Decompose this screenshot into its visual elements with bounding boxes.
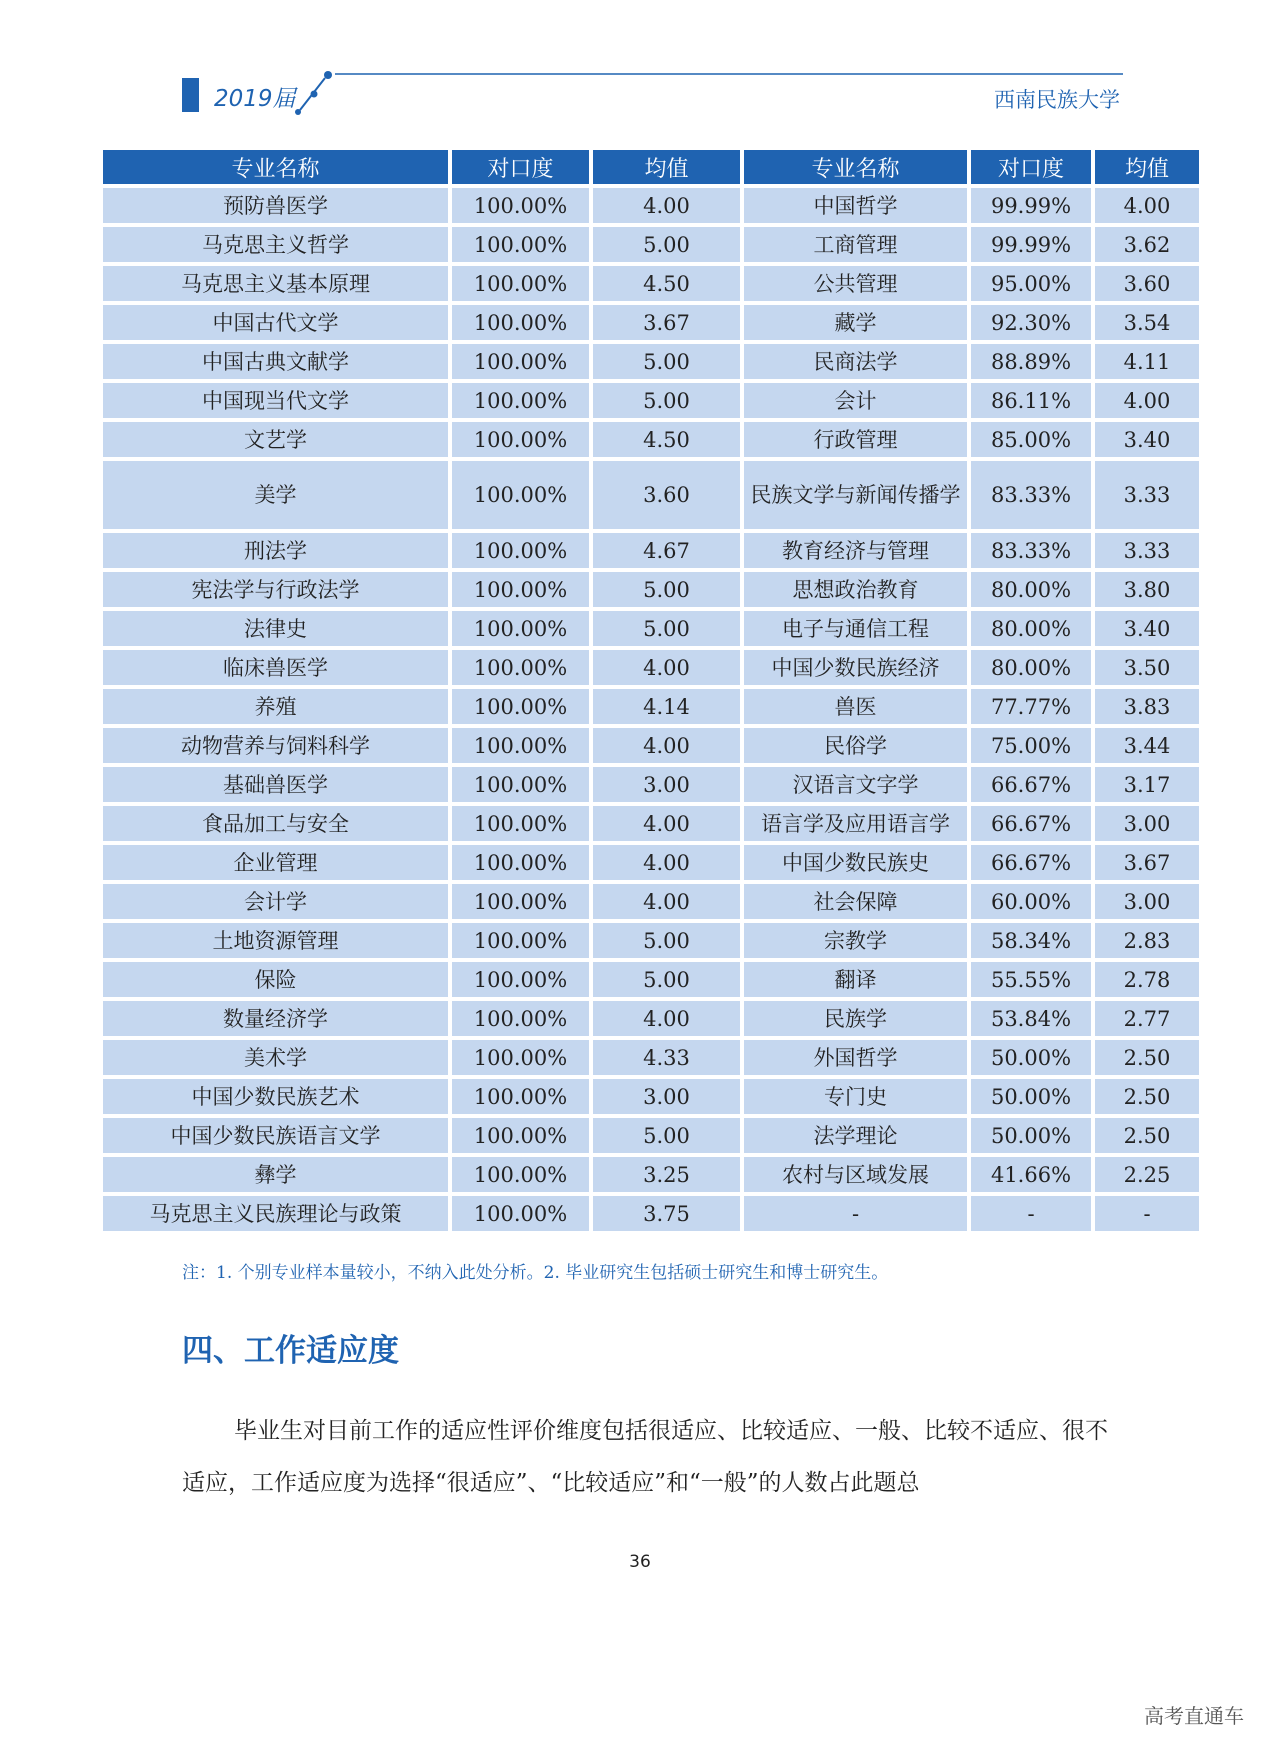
cell-match-left: 100.00% xyxy=(452,845,589,880)
table-row xyxy=(103,1079,1199,1114)
cell-mean-left: 4.50 xyxy=(593,266,740,301)
cell-major-left: 数量经济学 xyxy=(103,1001,448,1036)
cell-major-left: 马克思主义民族理论与政策 xyxy=(103,1196,448,1231)
cell-mean-right: 3.50 xyxy=(1095,650,1199,685)
cell-match-right: 50.00% xyxy=(971,1040,1091,1075)
cell-match-right: 88.89% xyxy=(971,344,1091,379)
cell-match-right: 86.11% xyxy=(971,383,1091,418)
cell-match-right: 80.00% xyxy=(971,650,1091,685)
cell-match-left: 100.00% xyxy=(452,1040,589,1075)
cell-major-left: 土地资源管理 xyxy=(103,923,448,958)
cell-mean-right: 3.80 xyxy=(1095,572,1199,607)
cell-mean-left: 5.00 xyxy=(593,572,740,607)
cell-major-right: 宗教学 xyxy=(744,923,967,958)
cell-match-right: - xyxy=(971,1196,1091,1231)
cell-mean-right: 3.83 xyxy=(1095,689,1199,724)
cell-match-right: 50.00% xyxy=(971,1079,1091,1114)
table-row xyxy=(103,611,1199,646)
cell-major-left: 彝学 xyxy=(103,1157,448,1192)
cell-mean-right: 2.50 xyxy=(1095,1040,1199,1075)
cell-major-right: 电子与通信工程 xyxy=(744,611,967,646)
cell-major-right: 专门史 xyxy=(744,1079,967,1114)
cell-match-left: 100.00% xyxy=(452,728,589,763)
cell-major-left: 宪法学与行政法学 xyxy=(103,572,448,607)
table-row xyxy=(103,188,1199,223)
cell-major-right: 行政管理 xyxy=(744,422,967,457)
cell-major-right: 法学理论 xyxy=(744,1118,967,1153)
cell-major-left: 刑法学 xyxy=(103,533,448,568)
page-number: 36 xyxy=(629,1552,651,1572)
table-row xyxy=(103,266,1199,301)
cell-mean-left: 4.00 xyxy=(593,1001,740,1036)
cell-match-left: 100.00% xyxy=(452,806,589,841)
cell-mean-left: 5.00 xyxy=(593,1118,740,1153)
cell-mean-right: 2.83 xyxy=(1095,923,1199,958)
cell-major-right: 外国哲学 xyxy=(744,1040,967,1075)
table-row xyxy=(103,533,1199,568)
cell-match-left: 100.00% xyxy=(452,923,589,958)
cell-match-left: 100.00% xyxy=(452,689,589,724)
cell-match-left: 100.00% xyxy=(452,572,589,607)
cell-major-right: 藏学 xyxy=(744,305,967,340)
cell-mean-right: 3.00 xyxy=(1095,884,1199,919)
cell-major-right: 语言学及应用语言学 xyxy=(744,806,967,841)
cell-match-right: 99.99% xyxy=(971,188,1091,223)
cell-match-left: 100.00% xyxy=(452,305,589,340)
cell-major-right: 汉语言文字学 xyxy=(744,767,967,802)
cell-mean-left: 4.67 xyxy=(593,533,740,568)
table-row xyxy=(103,461,1199,529)
table-row xyxy=(103,422,1199,457)
cell-match-right: 53.84% xyxy=(971,1001,1091,1036)
cell-match-right: 66.67% xyxy=(971,806,1091,841)
cell-match-right: 80.00% xyxy=(971,611,1091,646)
table-row xyxy=(103,962,1199,997)
cell-mean-right: 3.44 xyxy=(1095,728,1199,763)
table-row xyxy=(103,689,1199,724)
cell-match-left: 100.00% xyxy=(452,266,589,301)
cell-mean-right: 3.00 xyxy=(1095,806,1199,841)
cell-match-right: 66.67% xyxy=(971,845,1091,880)
cell-major-right: 民族学 xyxy=(744,1001,967,1036)
section-title: 四、工作适应度 xyxy=(182,1333,399,1369)
header-accent-bar xyxy=(182,78,199,112)
table-row xyxy=(103,572,1199,607)
cell-mean-left: 5.00 xyxy=(593,962,740,997)
cell-major-right: 中国哲学 xyxy=(744,188,967,223)
cell-mean-left: 3.60 xyxy=(593,461,740,529)
cell-match-left: 100.00% xyxy=(452,1079,589,1114)
cell-major-right: - xyxy=(744,1196,967,1231)
cell-match-left: 100.00% xyxy=(452,1001,589,1036)
cell-match-right: 83.33% xyxy=(971,533,1091,568)
table-row xyxy=(103,305,1199,340)
cell-mean-right: 3.40 xyxy=(1095,611,1199,646)
cell-major-left: 中国古典文献学 xyxy=(103,344,448,379)
col-header-match-left: 对口度 xyxy=(452,150,589,184)
cell-mean-left: 4.00 xyxy=(593,884,740,919)
cell-mean-left: 4.00 xyxy=(593,806,740,841)
cell-match-left: 100.00% xyxy=(452,422,589,457)
cell-match-left: 100.00% xyxy=(452,611,589,646)
cell-match-right: 50.00% xyxy=(971,1118,1091,1153)
cell-mean-left: 5.00 xyxy=(593,383,740,418)
cell-mean-left: 3.75 xyxy=(593,1196,740,1231)
cell-match-left: 100.00% xyxy=(452,767,589,802)
cell-mean-right: 4.11 xyxy=(1095,344,1199,379)
cell-mean-left: 3.00 xyxy=(593,767,740,802)
cell-mean-right: 3.33 xyxy=(1095,533,1199,568)
cell-match-right: 92.30% xyxy=(971,305,1091,340)
table-row xyxy=(103,344,1199,379)
cell-mean-right: 2.77 xyxy=(1095,1001,1199,1036)
cell-major-right: 中国少数民族史 xyxy=(744,845,967,880)
cell-mean-left: 5.00 xyxy=(593,227,740,262)
cell-mean-right: 3.17 xyxy=(1095,767,1199,802)
cell-mean-left: 3.00 xyxy=(593,1079,740,1114)
cell-mean-right: 3.62 xyxy=(1095,227,1199,262)
cell-major-left: 马克思主义基本原理 xyxy=(103,266,448,301)
col-header-major-left: 专业名称 xyxy=(103,150,448,184)
cell-major-left: 基础兽医学 xyxy=(103,767,448,802)
cell-major-left: 马克思主义哲学 xyxy=(103,227,448,262)
cell-major-right: 中国少数民族经济 xyxy=(744,650,967,685)
cell-major-left: 企业管理 xyxy=(103,845,448,880)
cell-match-right: 99.99% xyxy=(971,227,1091,262)
cell-mean-left: 4.00 xyxy=(593,728,740,763)
cell-major-left: 预防兽医学 xyxy=(103,188,448,223)
cell-mean-right: 3.33 xyxy=(1095,461,1199,529)
cell-major-right: 民族文学与新闻传播学 xyxy=(744,461,967,529)
table-footnote: 注：1. 个别专业样本量较小，不纳入此处分析。2. 毕业研究生包括硕士研究生和博士研究生。 xyxy=(182,1263,889,1283)
cell-major-right: 翻译 xyxy=(744,962,967,997)
table-row xyxy=(103,1118,1199,1153)
cell-major-left: 美学 xyxy=(103,461,448,529)
cell-mean-left: 4.33 xyxy=(593,1040,740,1075)
table-header-row xyxy=(103,150,1199,184)
cell-mean-left: 5.00 xyxy=(593,344,740,379)
col-header-mean-right: 均值 xyxy=(1095,150,1199,184)
cell-mean-right: 2.25 xyxy=(1095,1157,1199,1192)
cell-mean-right: 3.40 xyxy=(1095,422,1199,457)
table-row xyxy=(103,383,1199,418)
cell-major-left: 法律史 xyxy=(103,611,448,646)
cell-mean-right: 3.67 xyxy=(1095,845,1199,880)
cell-major-left: 美术学 xyxy=(103,1040,448,1075)
cell-match-left: 100.00% xyxy=(452,533,589,568)
cell-match-left: 100.00% xyxy=(452,188,589,223)
cell-mean-left: 3.67 xyxy=(593,305,740,340)
cell-match-right: 83.33% xyxy=(971,461,1091,529)
cell-mean-right: 3.60 xyxy=(1095,266,1199,301)
table-row xyxy=(103,923,1199,958)
cell-major-right: 公共管理 xyxy=(744,266,967,301)
cell-major-left: 会计学 xyxy=(103,884,448,919)
col-header-major-right: 专业名称 xyxy=(744,150,967,184)
cell-mean-right: 2.50 xyxy=(1095,1118,1199,1153)
cell-match-right: 55.55% xyxy=(971,962,1091,997)
cell-match-left: 100.00% xyxy=(452,884,589,919)
cell-match-left: 100.00% xyxy=(452,962,589,997)
table-row xyxy=(103,1157,1199,1192)
cell-match-left: 100.00% xyxy=(452,1196,589,1231)
cell-major-right: 民商法学 xyxy=(744,344,967,379)
cell-match-right: 66.67% xyxy=(971,767,1091,802)
cell-major-left: 保险 xyxy=(103,962,448,997)
table-row xyxy=(103,650,1199,685)
body-paragraph: 毕业生对目前工作的适应性评价维度包括很适应、比较适应、一般、比较不适应、很不适应，工作适应度为选择“很适应”、“比较适应”和“一般”的人数占此题总 xyxy=(182,1418,1108,1496)
cell-mean-right: 4.00 xyxy=(1095,188,1199,223)
cell-major-right: 思想政治教育 xyxy=(744,572,967,607)
cell-mean-left: 3.25 xyxy=(593,1157,740,1192)
cell-major-left: 临床兽医学 xyxy=(103,650,448,685)
header-year-label: 2019届 xyxy=(214,86,296,112)
header-school-name: 西南民族大学 xyxy=(994,88,1120,112)
table-row xyxy=(103,1040,1199,1075)
cell-major-left: 中国少数民族艺术 xyxy=(103,1079,448,1114)
cell-match-left: 100.00% xyxy=(452,1157,589,1192)
cell-mean-left: 5.00 xyxy=(593,923,740,958)
cell-mean-right: - xyxy=(1095,1196,1199,1231)
cell-major-right: 会计 xyxy=(744,383,967,418)
table-row xyxy=(103,845,1199,880)
cell-mean-left: 4.14 xyxy=(593,689,740,724)
col-header-mean-left: 均值 xyxy=(593,150,740,184)
cell-match-left: 100.00% xyxy=(452,461,589,529)
cell-major-right: 工商管理 xyxy=(744,227,967,262)
cell-match-right: 60.00% xyxy=(971,884,1091,919)
cell-mean-right: 3.54 xyxy=(1095,305,1199,340)
table-row xyxy=(103,884,1199,919)
cell-mean-left: 4.00 xyxy=(593,188,740,223)
col-header-match-right: 对口度 xyxy=(971,150,1091,184)
cell-major-left: 中国古代文学 xyxy=(103,305,448,340)
table-row xyxy=(103,227,1199,262)
cell-match-right: 58.34% xyxy=(971,923,1091,958)
cell-major-left: 中国现当代文学 xyxy=(103,383,448,418)
cell-match-left: 100.00% xyxy=(452,344,589,379)
table-row xyxy=(103,1001,1199,1036)
major-match-table xyxy=(103,150,1196,1235)
table-row xyxy=(103,767,1199,802)
table-row xyxy=(103,806,1199,841)
cell-mean-left: 4.00 xyxy=(593,650,740,685)
cell-major-right: 民俗学 xyxy=(744,728,967,763)
cell-mean-left: 5.00 xyxy=(593,611,740,646)
cell-major-right: 农村与区域发展 xyxy=(744,1157,967,1192)
cell-match-left: 100.00% xyxy=(452,227,589,262)
cell-major-left: 文艺学 xyxy=(103,422,448,457)
cell-major-left: 养殖 xyxy=(103,689,448,724)
cell-mean-left: 4.50 xyxy=(593,422,740,457)
watermark-text: 高考直通车 xyxy=(1144,1704,1244,1728)
cell-match-right: 85.00% xyxy=(971,422,1091,457)
cell-mean-right: 2.78 xyxy=(1095,962,1199,997)
cell-major-left: 动物营养与饲料科学 xyxy=(103,728,448,763)
cell-mean-right: 4.00 xyxy=(1095,383,1199,418)
cell-mean-left: 4.00 xyxy=(593,845,740,880)
cell-match-right: 95.00% xyxy=(971,266,1091,301)
cell-match-left: 100.00% xyxy=(452,650,589,685)
table-row xyxy=(103,728,1199,763)
table-row xyxy=(103,1196,1199,1231)
cell-match-right: 41.66% xyxy=(971,1157,1091,1192)
cell-major-right: 教育经济与管理 xyxy=(744,533,967,568)
cell-match-right: 75.00% xyxy=(971,728,1091,763)
cell-match-right: 77.77% xyxy=(971,689,1091,724)
cell-major-left: 中国少数民族语言文学 xyxy=(103,1118,448,1153)
cell-match-left: 100.00% xyxy=(452,1118,589,1153)
cell-major-left: 食品加工与安全 xyxy=(103,806,448,841)
cell-match-left: 100.00% xyxy=(452,383,589,418)
cell-mean-right: 2.50 xyxy=(1095,1079,1199,1114)
cell-match-right: 80.00% xyxy=(971,572,1091,607)
cell-major-right: 兽医 xyxy=(744,689,967,724)
cell-major-right: 社会保障 xyxy=(744,884,967,919)
